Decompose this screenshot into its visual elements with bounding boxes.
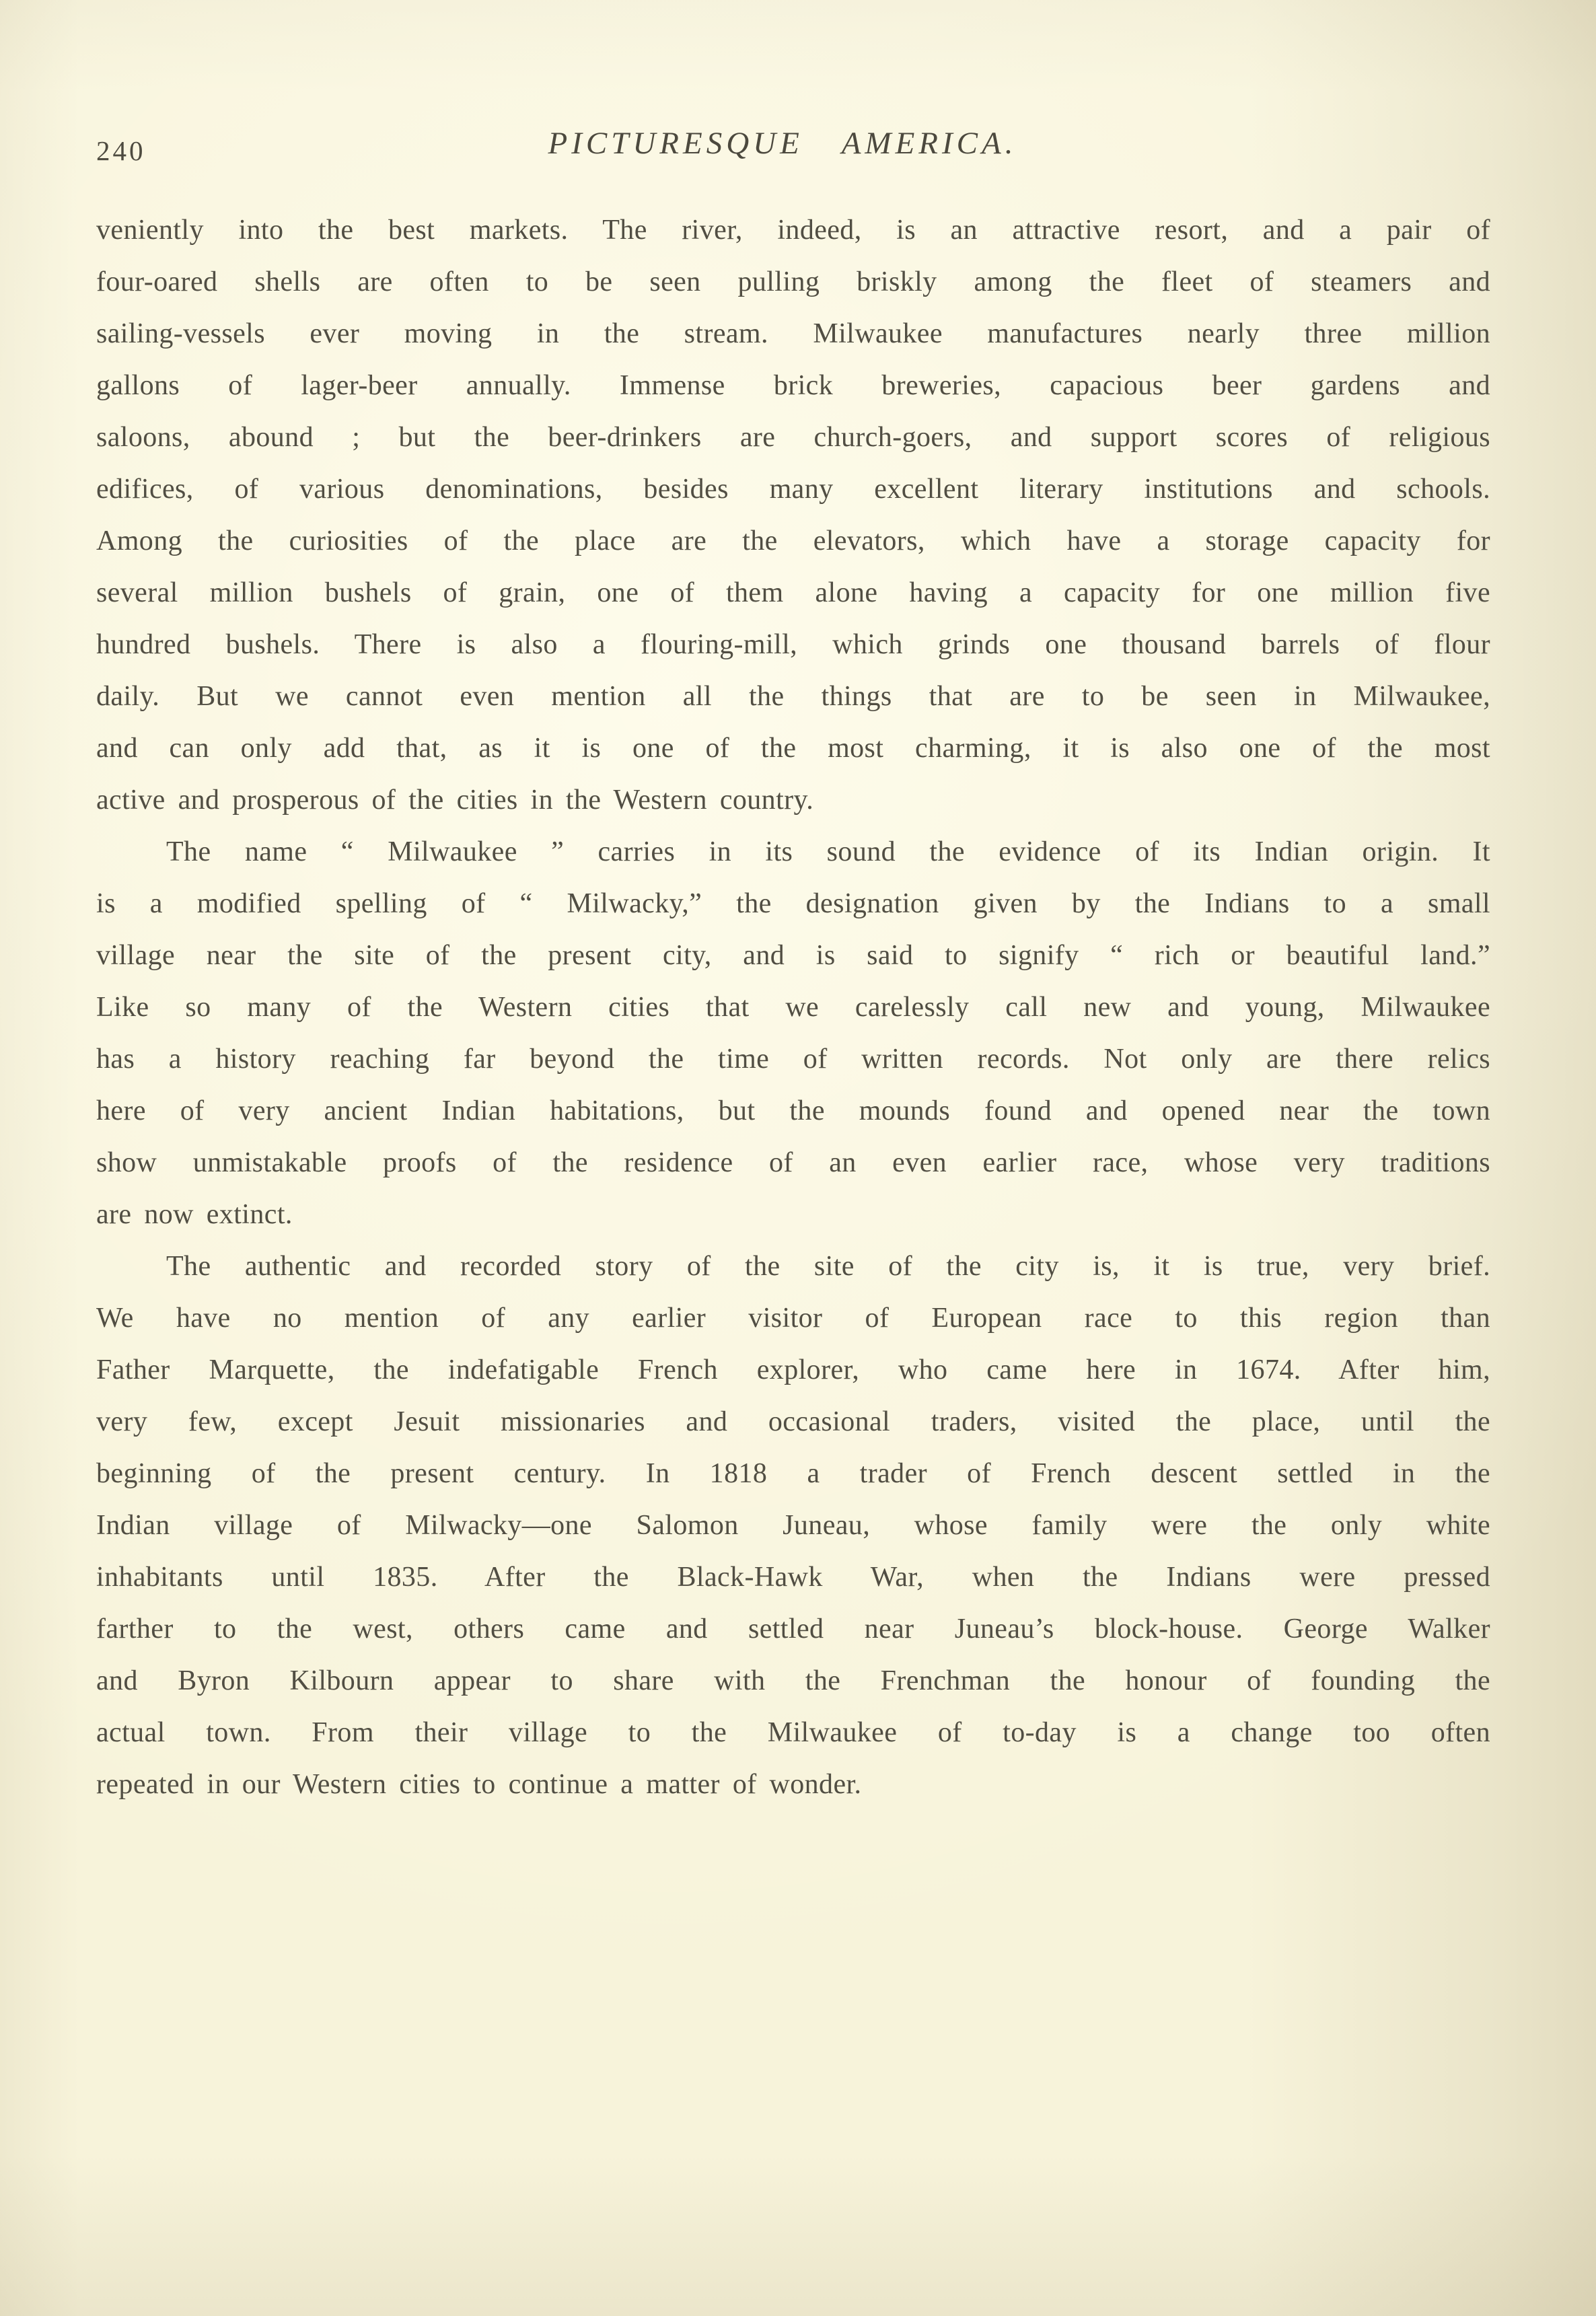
paragraph [96,826,1490,1241]
text-line: hundred bushels. There is also a flouring-mill, which grinds one thousand barrels of flour [96,629,1490,660]
paragraph [96,205,1490,826]
text-line: and can only add that, as it is one of the most charming, it is also one of the most [96,733,1490,764]
text-line: here of very ancient Indian habitations, but the mounds found and opened near the town [96,1095,1490,1126]
text-line: actual town. From their village to the Milwaukee of to-day is a change too often [96,1717,1490,1748]
text-line: Among the curiosities of the place are the elevators, which have a storage capacity for [96,526,1490,556]
text-line: show unmistakable proofs of the residence of an even earlier race, whose very traditions [96,1147,1490,1178]
text-line: farther to the west, others came and settled near Juneau’s block-house. George Walker [96,1614,1490,1644]
text-line: inhabitants until 1835. After the Black-Hawk War, when the Indians were pressed [96,1562,1490,1593]
text-line: edifices, of various denominations, besides many excellent literary institutions and schools. [96,474,1490,505]
text-line: is a modified spelling of “ Milwacky,” the designation given by the Indians to a small [96,888,1490,919]
text-line: The authentic and recorded story of the site of the city is, it is true, very brief. [166,1251,1490,1282]
text-line: beginning of the present century. In 1818 a trader of French descent settled in the [96,1458,1490,1489]
text-line: four-oared shells are often to be seen pulling briskly among the fleet of steamers and [96,266,1490,297]
text-line: very few, except Jesuit missionaries and occasional traders, visited the place, until the [96,1406,1490,1437]
text-line: has a history reaching far beyond the time of written records. Not only are there relics [96,1044,1490,1075]
text-line: village near the site of the present city, and is said to signify “ rich or beautiful land.” [96,940,1490,971]
text-line: Indian village of Milwacky—one Salomon Juneau, whose family were the only white [96,1510,1490,1541]
text-line: The name “ Milwaukee ” carries in its sound the evidence of its Indian origin. It [166,836,1490,867]
text-line: Like so many of the Western cities that we carelessly call new and young, Milwaukee [96,992,1490,1023]
text-line: active and prosperous of the cities in the Western country. [96,785,814,816]
text-line: saloons, abound ; but the beer-drinkers are church-goers, and support scores of religious [96,422,1490,453]
paragraph [96,1241,1490,1811]
text-line: several million bushels of grain, one of them alone having a capacity for one million five [96,577,1490,608]
text-line: sailing-vessels ever moving in the stream. Milwaukee manufactures nearly three million [96,318,1490,349]
text-line: daily. But we cannot even mention all the things that are to be seen in Milwaukee, [96,681,1490,712]
text-line: We have no mention of any earlier visitor of European race to this region than [96,1303,1490,1334]
text-line: gallons of lager-beer annually. Immense brick breweries, capacious beer gardens and [96,370,1490,401]
text-line: Father Marquette, the indefatigable French explorer, who came here in 1674. After him, [96,1354,1490,1385]
text-line: repeated in our Western cities to continue a matter of wonder. [96,1769,862,1800]
text-line: veniently into the best markets. The river, indeed, is an attractive resort, and a pair of [96,215,1490,246]
text-line: are now extinct. [96,1199,293,1230]
running-head: PICTURESQUE AMERICA. [548,126,1017,161]
text-line: and Byron Kilbourn appear to share with the Frenchman the honour of founding the [96,1665,1490,1696]
page-number: 240 [96,135,146,166]
page-body-text [96,205,1490,1811]
